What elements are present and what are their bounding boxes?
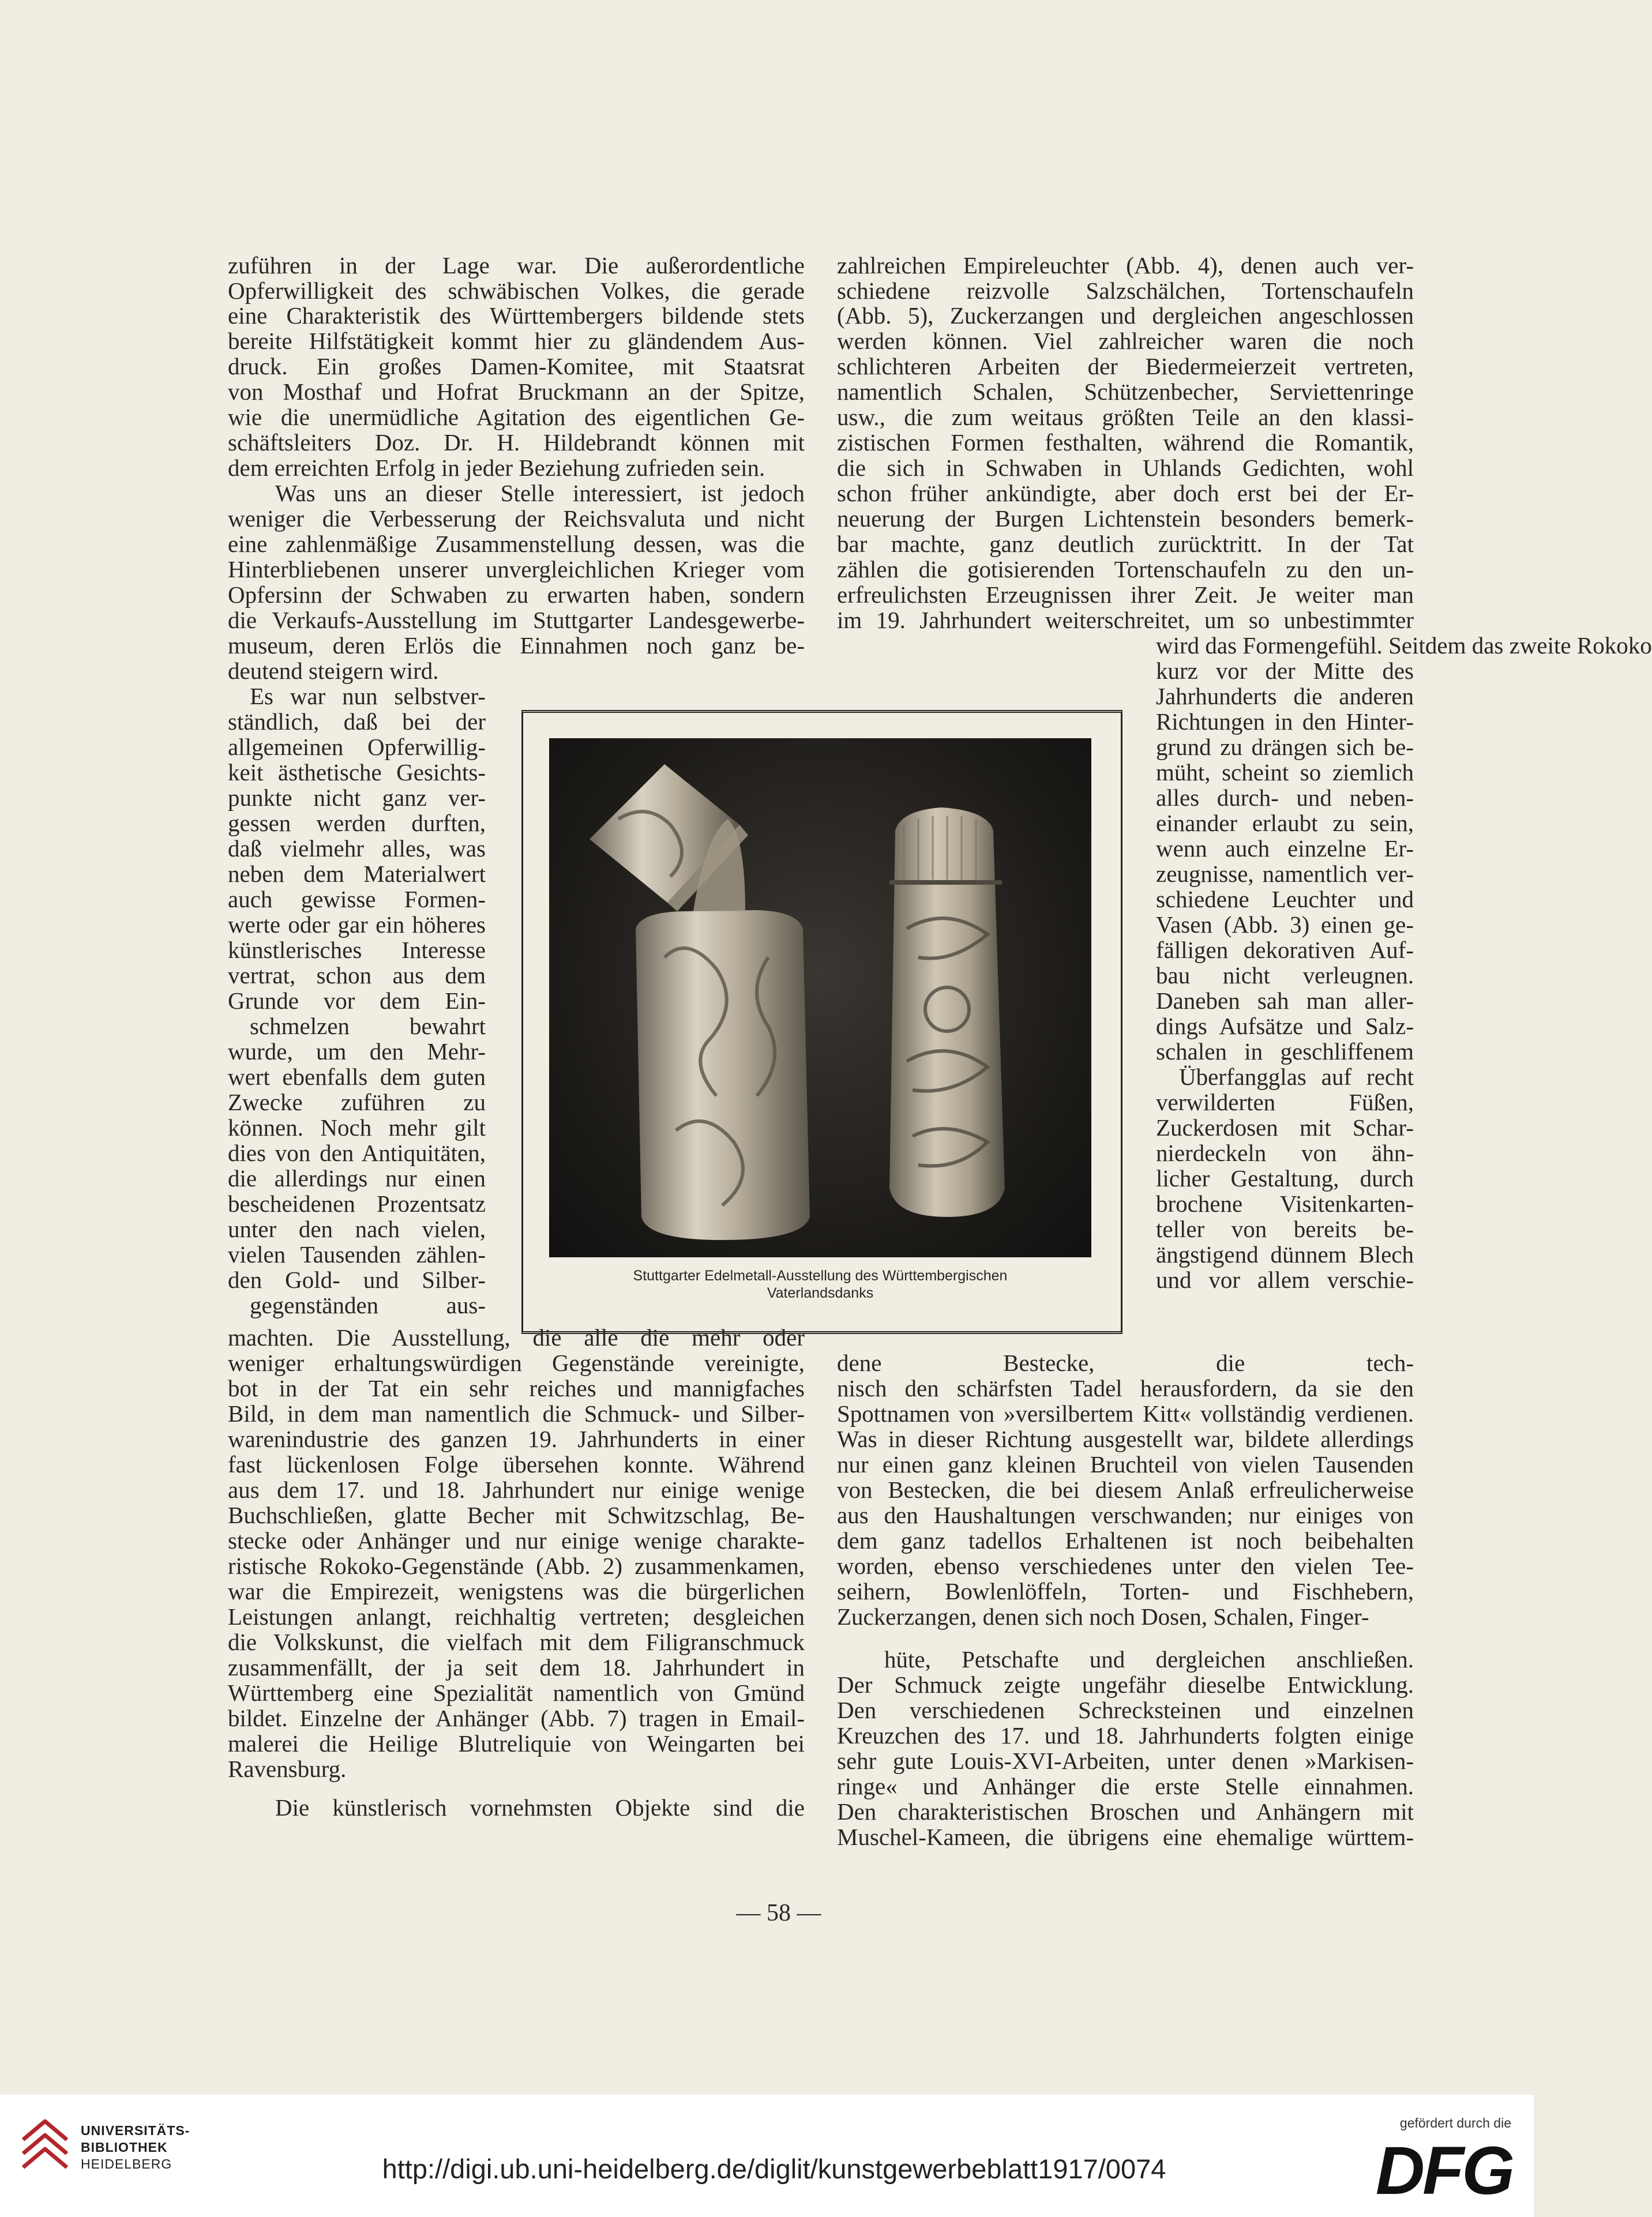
text-line: weniger die Verbesserung der Reichsvaluta und nicht	[228, 505, 805, 532]
text-line: ristische Rokoko-Gegenstände (Abb. 2) zusammenkamen,	[228, 1553, 805, 1579]
figure-caption-line-1: Stuttgarter Edelmetall-Ausstellung des Württembergischen	[633, 1268, 1008, 1284]
text-line: warenindustrie des ganzen 19. Jahrhunderts in einer	[228, 1426, 805, 1452]
text-line: dies von den Antiquitäten,	[228, 1140, 486, 1166]
text-line: nisch den schärfsten Tadel herausfordern, da sie den	[837, 1375, 1414, 1401]
university-name-line-1: UNIVERSITÄTS-	[81, 2123, 190, 2138]
text-line: licher Gestaltung, durch	[1156, 1165, 1414, 1192]
text-line: museum, deren Erlös die Einnahmen noch ganz be-	[228, 632, 805, 659]
text-line: Zuckerzangen, denen sich noch Dosen, Schalen, Finger-	[837, 1603, 1369, 1630]
text-line: Hinterbliebenen unserer unvergleichlichen Krieger vom	[228, 556, 805, 583]
text-line: eine Charakteristik des Württembergers bildende stets	[228, 302, 805, 329]
text-line: einander erlaubt zu sein,	[1156, 810, 1414, 836]
text-line: druck. Ein großes Damen-Komitee, mit Staatsrat	[228, 353, 805, 379]
text-line: schlichteren Arbeiten der Biedermeierzeit vertreten,	[837, 353, 1414, 379]
text-line: Was in dieser Richtung ausgestellt war, bildete allerdings	[837, 1426, 1414, 1452]
text-line: Leistungen anlangt, reichhaltig vertreten; desgleichen	[228, 1603, 805, 1630]
text-line: daß vielmehr alles, was	[228, 835, 486, 862]
etui-left	[590, 764, 810, 1240]
text-line: zuführen in der Lage war. Die außerordentliche	[228, 252, 805, 279]
funded-by-label: gefördert durch die	[1399, 2115, 1511, 2130]
university-name-line-3: HEIDELBERG	[81, 2156, 172, 2171]
text-line: gegenständen aus-	[250, 1292, 486, 1318]
text-line: Muschel-Kameen, die übrigens eine ehemalige württem-	[837, 1824, 1414, 1850]
text-line: zusammenfällt, der ja seit dem 18. Jahrhundert in	[228, 1654, 805, 1681]
text-line: dem ganz tadellos Erhaltenen ist noch beibehalten	[837, 1527, 1414, 1554]
text-line: Den verschiedenen Schrecksteinen und einzelnen	[837, 1697, 1414, 1723]
text-line: erfreulichsten Erzeugnissen ihrer Zeit. Je weiter man	[837, 581, 1414, 608]
text-line: brochene Visitenkarten-	[1156, 1190, 1414, 1217]
text-line: Was uns an dieser Stelle interessiert, ist jedoch	[275, 480, 805, 506]
text-line: Württemberg eine Spezialität namentlich von Gmünd	[228, 1679, 805, 1706]
text-line: aus den Haushaltungen verschwanden; nur einiges von	[837, 1502, 1414, 1528]
university-name	[81, 2122, 190, 2173]
text-line: ängstigend dünnem Blech	[1156, 1241, 1414, 1268]
text-line: sehr gute Louis-XVI-Arbeiten, unter denen »Markisen-	[837, 1748, 1414, 1774]
text-line: können. Noch mehr gilt	[228, 1114, 486, 1141]
text-line: von Mosthaf und Hofrat Bruckmann an der Spitze,	[228, 378, 805, 405]
text-line: schalen in geschliffenem	[1156, 1038, 1414, 1065]
text-line: bar machte, ganz deutlich zurücktritt. In der Tat	[837, 531, 1414, 557]
text-line: schäftsleiters Doz. Dr. H. Hildebrandt können mit	[228, 429, 805, 456]
text-line: neuerung der Burgen Lichtenstein besonders bemerk-	[837, 505, 1414, 532]
text-line: namentlich Schalen, Schützenbecher, Serviettenringe	[837, 378, 1414, 405]
text-line: die Verkaufs-Ausstellung im Stuttgarter Landesgewerbe-	[228, 607, 805, 633]
page-number: — 58 —	[736, 1900, 821, 1926]
text-line: zahlreichen Empireleuchter (Abb. 4), denen auch ver-	[837, 252, 1414, 279]
text-line: nierdeckeln von ähn-	[1156, 1140, 1414, 1166]
text-line: Zuckerdosen mit Schar-	[1156, 1114, 1414, 1141]
text-line: seihern, Bowlenlöffeln, Torten- und Fischhebern,	[837, 1578, 1414, 1604]
text-line: neben dem Materialwert	[228, 861, 486, 887]
text-line: Zwecke zuführen zu	[228, 1089, 486, 1115]
text-line: bereite Hilfstätigkeit kommt hier zu gländendem Aus-	[228, 328, 805, 354]
text-line: bot in der Tat ein sehr reiches und mannigfaches	[228, 1375, 805, 1401]
text-line: im 19. Jahrhundert weiterschreitet, um so unbestimmter	[837, 607, 1414, 633]
text-line: wird das Formengefühl. Seitdem das zweite Rokoko	[1156, 632, 1652, 659]
text-line: Daneben sah man aller-	[1156, 987, 1414, 1014]
text-line: werden können. Viel zahlreicher waren die noch	[837, 328, 1414, 354]
text-line: Bild, in dem man namentlich die Schmuck- und Silber-	[228, 1400, 805, 1427]
text-line: Buchschließen, glatte Becher mit Schwitzschlag, Be-	[228, 1502, 805, 1528]
text-line: wert ebenfalls dem guten	[228, 1064, 486, 1090]
figure-caption-line-2: Vaterlandsdanks	[767, 1285, 874, 1301]
university-logo-icon	[17, 2117, 73, 2177]
text-line: Der Schmuck zeigte ungefähr dieselbe Entwicklung.	[837, 1671, 1414, 1698]
text-line: stecke oder Anhänger und nur einige wenige charakte-	[228, 1527, 805, 1554]
text-line: keit ästhetische Gesichts-	[228, 759, 486, 786]
text-line: Opfersinn der Schwaben zu erwarten haben, sondern	[228, 581, 805, 608]
text-line: schmelzen bewahrt	[250, 1013, 486, 1039]
text-line: schon früher ankündigte, aber doch erst bei der Er-	[837, 480, 1414, 506]
text-line: Vasen (Abb. 3) einen ge-	[1156, 911, 1414, 938]
text-line: und vor allem verschie-	[1156, 1267, 1414, 1293]
text-line: usw., die zum weitaus größten Teile an den klassi-	[837, 404, 1414, 430]
text-line: schiedene reizvolle Salzschälchen, Tortenschaufeln	[837, 277, 1414, 304]
figure-photo	[549, 738, 1091, 1257]
text-line: zistischen Formen festhalten, während die Romantik,	[837, 429, 1414, 456]
text-line: teller von bereits be-	[1156, 1216, 1414, 1242]
text-line: aus dem 17. und 18. Jahrhundert nur einige wenige	[228, 1476, 805, 1503]
text-line: ständlich, daß bei der	[228, 708, 486, 735]
dfg-logo: DFG	[1375, 2133, 1512, 2209]
text-line: schiedene Leuchter und	[1156, 886, 1414, 912]
etui-right	[889, 807, 1005, 1217]
text-line: Grunde vor dem Ein-	[228, 987, 486, 1014]
text-line: machten. Die Ausstellung, die alle die mehr oder	[228, 1324, 805, 1351]
text-line: Jahrhunderts die anderen	[1156, 683, 1414, 709]
text-line: die Volkskunst, die vielfach mit dem Filigranschmuck	[228, 1629, 805, 1655]
text-line: ringe« und Anhänger die erste Stelle einnahmen.	[837, 1773, 1414, 1799]
text-line: wurde, um den Mehr-	[228, 1038, 486, 1065]
text-line: von Bestecken, die bei diesem Anlaß erfreulicherweise	[837, 1476, 1414, 1503]
text-line: deutend steigern wird.	[228, 657, 439, 684]
text-line: fälligen dekorativen Auf-	[1156, 937, 1414, 963]
text-line: grund zu drängen sich be-	[1156, 734, 1414, 760]
text-line: auch gewisse Formen-	[228, 886, 486, 912]
text-line: alles durch- und neben-	[1156, 784, 1414, 811]
source-url-link[interactable]: http://digi.ub.uni-heidelberg.de/diglit/kunstgewerbeblatt1917/0074	[382, 2154, 1166, 2184]
text-line: Spottnamen von »versilbertem Kitt« vollständig verdienen.	[837, 1400, 1414, 1427]
text-line: bau nicht verleugnen.	[1156, 962, 1414, 989]
text-line: malerei die Heilige Blutreliquie von Weingarten bei	[228, 1730, 805, 1757]
text-line: Den charakteristischen Broschen und Anhängern mit	[837, 1798, 1414, 1825]
text-line: den Gold- und Silber-	[228, 1267, 486, 1293]
text-line: verwilderten Füßen,	[1156, 1089, 1414, 1115]
text-line: worden, ebenso verschiedenes unter den vielen Tee-	[837, 1553, 1414, 1579]
text-line: war die Empirezeit, wenigstens was die bürgerlichen	[228, 1578, 805, 1604]
text-line: vertrat, schon aus dem	[228, 962, 486, 989]
text-line: werte oder gar ein höheres	[228, 911, 486, 938]
text-line: kurz vor der Mitte des	[1156, 657, 1414, 684]
text-line: dem erreichten Erfolg in jeder Beziehung zufrieden sein.	[228, 454, 765, 481]
text-line: punkte nicht ganz ver-	[228, 784, 486, 811]
university-name-line-2: BIBLIOTHEK	[81, 2140, 168, 2155]
text-line: müht, scheint so ziemlich	[1156, 759, 1414, 786]
text-line: künstlerisches Interesse	[228, 937, 486, 963]
text-line: (Abb. 5), Zuckerzangen und dergleichen angeschlossen	[837, 302, 1414, 329]
text-line: hüte, Petschafte und dergleichen anschließen.	[884, 1646, 1414, 1673]
text-line: weniger erhaltungswürdigen Gegenstände vereinigte,	[228, 1350, 805, 1376]
text-line: wenn auch einzelne Er-	[1156, 835, 1414, 862]
text-line: Ravensburg.	[228, 1756, 347, 1782]
text-line: zählen die gotisierenden Tortenschaufeln zu den un-	[837, 556, 1414, 583]
text-line: die allerdings nur einen	[228, 1165, 486, 1192]
text-line: zeugnisse, namentlich ver-	[1156, 861, 1414, 887]
text-line: Überfangglas auf recht	[1179, 1064, 1414, 1090]
text-line: gessen werden durften,	[228, 810, 486, 836]
text-line: Kreuzchen des 17. und 18. Jahrhunderts folgten einige	[837, 1722, 1414, 1749]
text-line: wie die unermüdliche Agitation des eigentlichen Ge-	[228, 404, 805, 430]
text-line: Opferwilligkeit des schwäbischen Volkes, die gerade	[228, 277, 805, 304]
text-line: Richtungen in den Hinter-	[1156, 708, 1414, 735]
text-line: fast lückenlosen Folge übersehen konnte. Während	[228, 1451, 805, 1478]
text-line: nur einen ganz kleinen Bruchteil von vielen Tausenden	[837, 1451, 1414, 1478]
text-line: allgemeinen Opferwillig-	[228, 734, 486, 760]
text-line: Die künstlerisch vornehmsten Objekte sind die	[275, 1794, 805, 1821]
text-line: eine zahlenmäßige Zusammenstellung dessen, was die	[228, 531, 805, 557]
text-line: unter den nach vielen,	[228, 1216, 486, 1242]
text-line: bescheidenen Prozentsatz	[228, 1190, 486, 1217]
text-line: bildet. Einzelne der Anhänger (Abb. 7) tragen in Email-	[228, 1705, 805, 1731]
text-line: dings Aufsätze und Salz-	[1156, 1013, 1414, 1039]
text-line: die sich in Schwaben in Uhlands Gedichten, wohl	[837, 454, 1414, 481]
text-line: vielen Tausenden zählen-	[228, 1241, 486, 1268]
text-line: Es war nun selbstver-	[250, 683, 486, 709]
text-line: dene Bestecke, die tech-	[837, 1350, 1414, 1376]
